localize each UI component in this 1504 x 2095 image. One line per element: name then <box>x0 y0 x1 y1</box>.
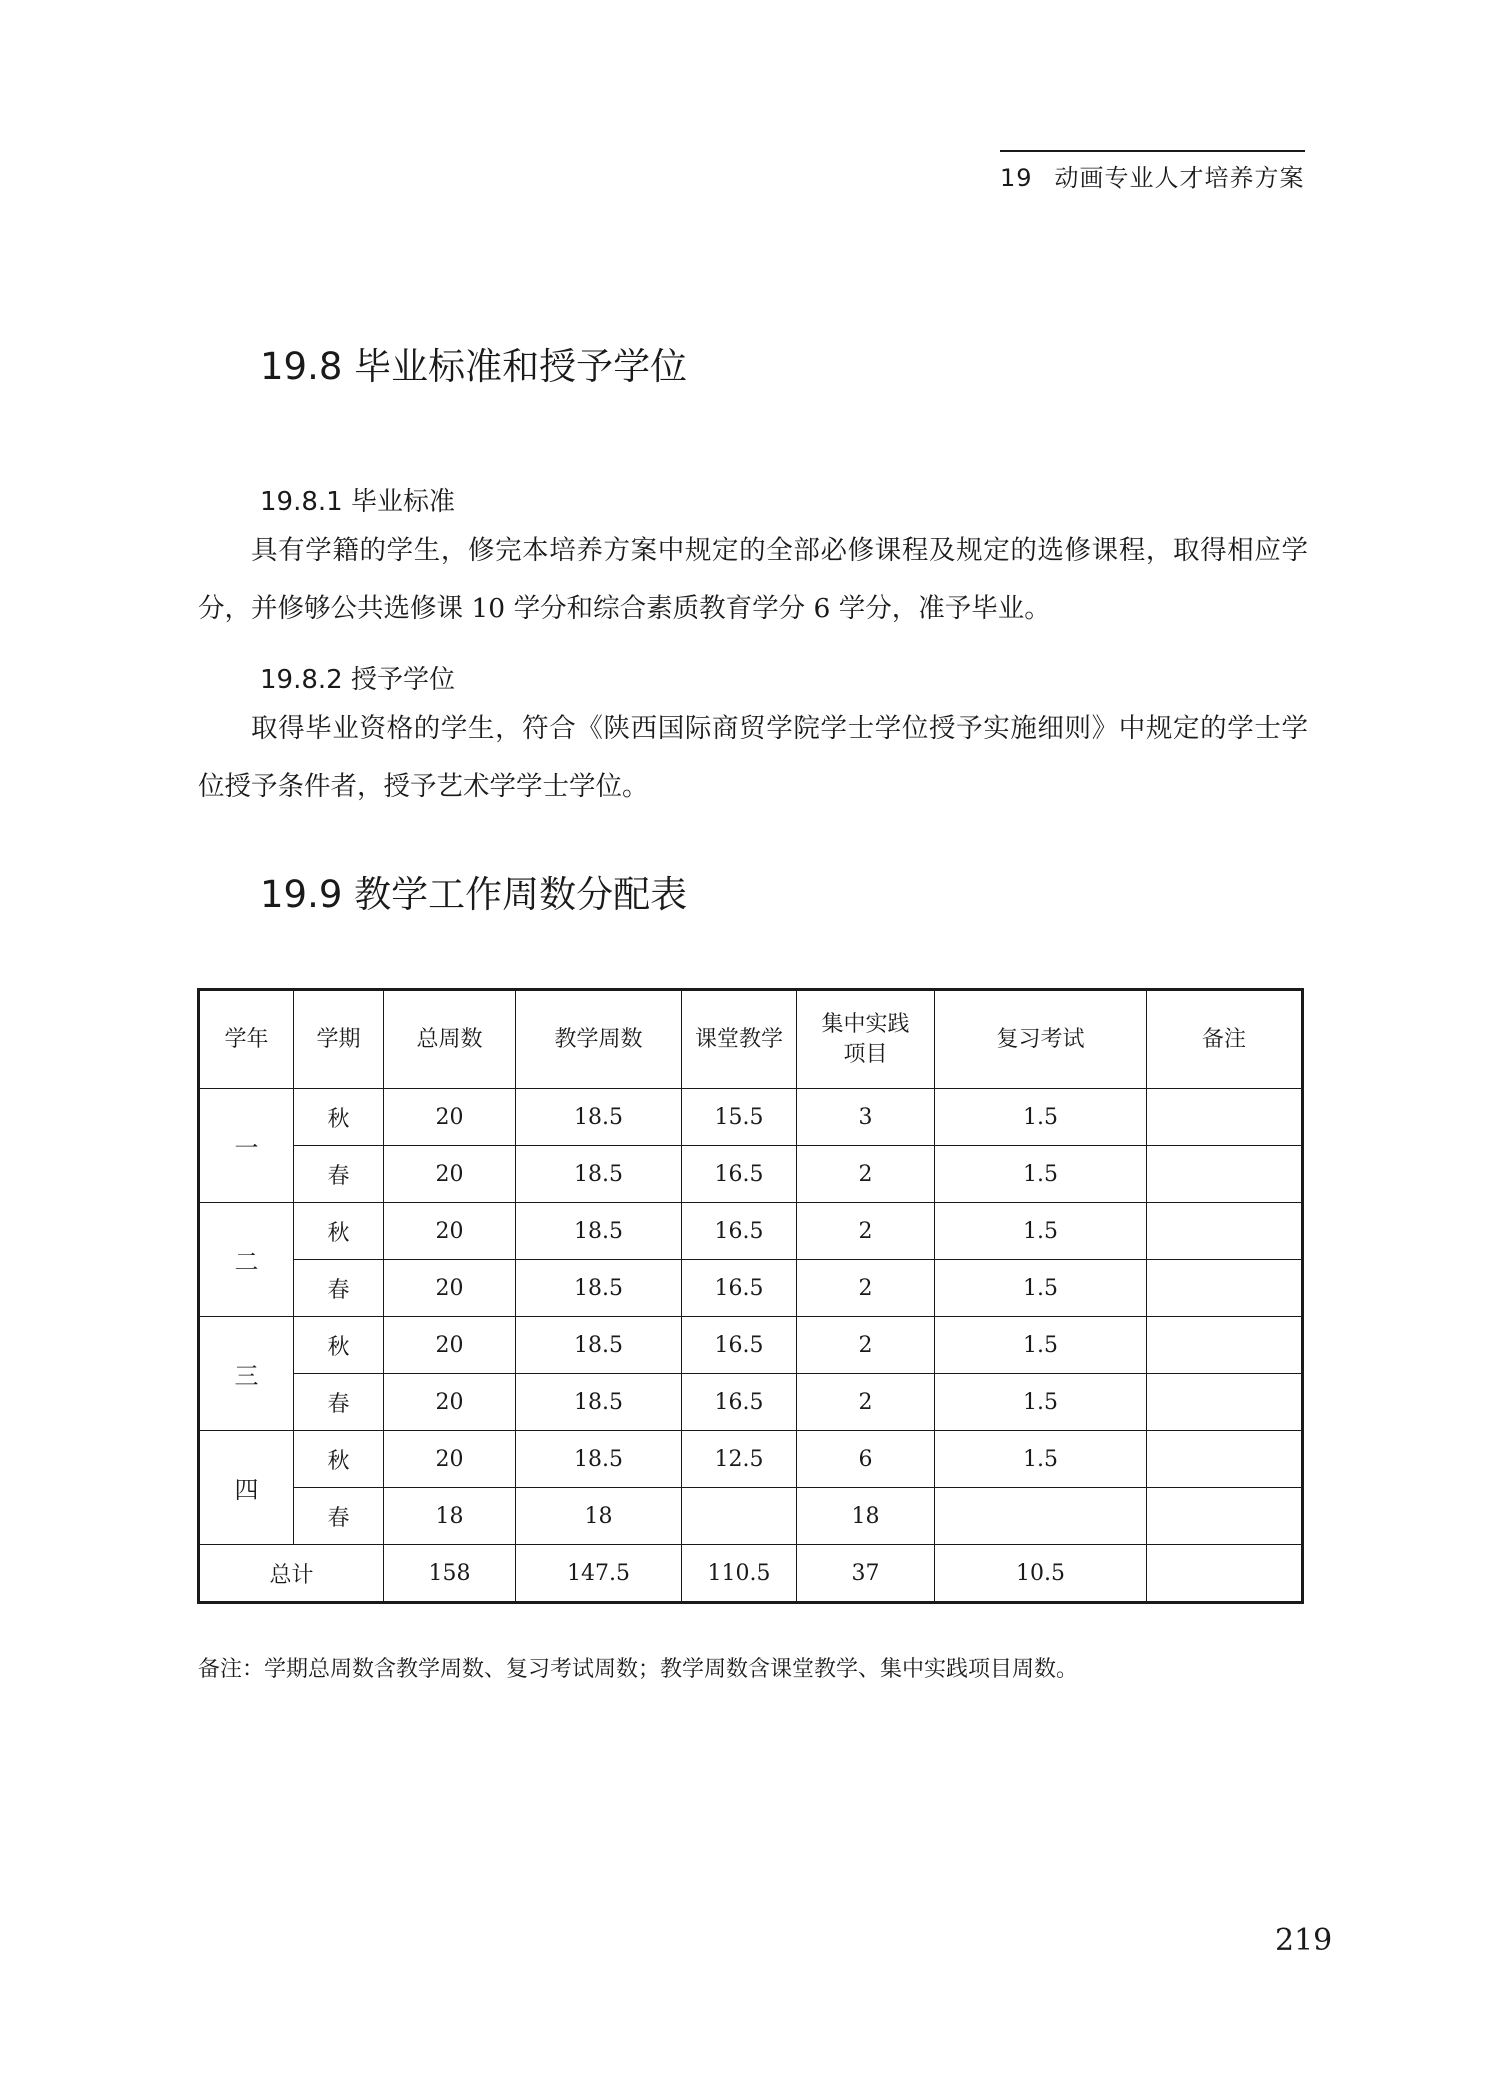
header-practice-line1: 集中实践 <box>821 1011 910 1037</box>
exam-cell: 1.5 <box>935 1317 1147 1374</box>
total-weeks-cell: 20 <box>384 1431 516 1488</box>
degree-award-paragraph: 取得毕业资格的学生，符合《陕西国际商贸学院学士学位授予实施细则》中规定的学士学位授予条件者，授予艺术学学士学位。 <box>198 713 1308 802</box>
table-row <box>199 1260 1303 1317</box>
teaching-weeks-cell: 18.5 <box>516 1203 682 1260</box>
section-title-19-9: 19.9 教学工作周数分配表 <box>260 873 688 916</box>
exam-cell: 1.5 <box>935 1260 1147 1317</box>
term-cell: 秋 <box>294 1203 384 1260</box>
chapter-title: 动画专业人才培养方案 <box>1054 164 1305 192</box>
total-weeks-cell: 20 <box>384 1146 516 1203</box>
exam-cell: 1.5 <box>935 1089 1147 1146</box>
term-cell: 秋 <box>294 1317 384 1374</box>
exam-cell: 1.5 <box>935 1374 1147 1431</box>
remarks-cell <box>1147 1431 1303 1488</box>
table-row <box>199 1203 1303 1260</box>
table-header-row <box>199 990 1303 1089</box>
header-teaching-weeks: 教学周数 <box>516 990 682 1089</box>
total-weeks-cell: 20 <box>384 1089 516 1146</box>
total-weeks-cell: 20 <box>384 1203 516 1260</box>
term-cell: 秋 <box>294 1431 384 1488</box>
classroom-cell: 16.5 <box>682 1317 797 1374</box>
teaching-weeks-sum: 147.5 <box>516 1545 682 1603</box>
total-weeks-sum: 158 <box>384 1545 516 1603</box>
year-cell: 一 <box>199 1089 294 1203</box>
total-weeks-cell: 20 <box>384 1260 516 1317</box>
graduation-standard-paragraph: 具有学籍的学生，修完本培养方案中规定的全部必修课程及规定的选修课程，取得相应学分，并修够公共选修课 10 学分和综合素质教育学分 6 学分，准予毕业。 <box>198 535 1308 624</box>
remarks-cell <box>1147 1089 1303 1146</box>
subsection-title-19-8-1: 19.8.1 毕业标准 <box>260 487 455 517</box>
table-row <box>199 1146 1303 1203</box>
practice-cell: 3 <box>797 1089 935 1146</box>
classroom-cell: 15.5 <box>682 1089 797 1146</box>
table-total-row <box>199 1545 1303 1603</box>
exam-cell <box>935 1488 1147 1545</box>
teaching-weeks-cell: 18.5 <box>516 1260 682 1317</box>
exam-cell: 1.5 <box>935 1203 1147 1260</box>
header-practice-line2: 项目 <box>843 1041 888 1067</box>
table-row <box>199 1317 1303 1374</box>
term-cell: 春 <box>294 1260 384 1317</box>
practice-cell: 2 <box>797 1260 935 1317</box>
exam-cell: 1.5 <box>935 1431 1147 1488</box>
classroom-cell: 16.5 <box>682 1146 797 1203</box>
remarks-cell <box>1147 1203 1303 1260</box>
year-cell: 三 <box>199 1317 294 1431</box>
remarks-cell <box>1147 1488 1303 1545</box>
page-number: 219 <box>1275 1923 1333 1958</box>
chapter-number: 19 <box>1000 164 1033 192</box>
practice-cell: 2 <box>797 1203 935 1260</box>
year-cell: 四 <box>199 1431 294 1545</box>
table-row <box>199 1431 1303 1488</box>
remarks-sum <box>1147 1545 1303 1603</box>
header-review-exam: 复习考试 <box>935 990 1147 1089</box>
remarks-cell <box>1147 1317 1303 1374</box>
total-weeks-cell: 20 <box>384 1317 516 1374</box>
term-cell: 春 <box>294 1488 384 1545</box>
total-label: 总计 <box>199 1545 384 1603</box>
total-weeks-cell: 18 <box>384 1488 516 1545</box>
table-row <box>199 1089 1303 1146</box>
practice-cell: 2 <box>797 1374 935 1431</box>
practice-cell: 2 <box>797 1317 935 1374</box>
header-term: 学期 <box>294 990 384 1089</box>
practice-cell: 2 <box>797 1146 935 1203</box>
header-year: 学年 <box>199 990 294 1089</box>
exam-sum: 10.5 <box>935 1545 1147 1603</box>
header-classroom-teaching: 课堂教学 <box>682 990 797 1089</box>
practice-sum: 37 <box>797 1545 935 1603</box>
remarks-cell <box>1147 1374 1303 1431</box>
total-weeks-cell: 20 <box>384 1374 516 1431</box>
classroom-cell: 16.5 <box>682 1260 797 1317</box>
practice-cell: 18 <box>797 1488 935 1545</box>
year-cell: 二 <box>199 1203 294 1317</box>
table-footnote: 备注：学期总周数含教学周数、复习考试周数；教学周数含课堂教学、集中实践项目周数。 <box>198 1657 1079 1682</box>
section-title-19-8: 19.8 毕业标准和授予学位 <box>260 345 688 388</box>
teaching-weeks-cell: 18 <box>516 1488 682 1545</box>
table-row <box>199 1374 1303 1431</box>
teaching-weeks-cell: 18.5 <box>516 1374 682 1431</box>
term-cell: 秋 <box>294 1089 384 1146</box>
remarks-cell <box>1147 1146 1303 1203</box>
running-header <box>1000 150 1305 193</box>
classroom-cell: 16.5 <box>682 1203 797 1260</box>
header-total-weeks: 总周数 <box>384 990 516 1089</box>
subsection-title-19-8-2: 19.8.2 授予学位 <box>260 665 455 695</box>
teaching-weeks-cell: 18.5 <box>516 1317 682 1374</box>
classroom-cell <box>682 1488 797 1545</box>
classroom-sum: 110.5 <box>682 1545 797 1603</box>
teaching-weeks-cell: 18.5 <box>516 1089 682 1146</box>
table-row <box>199 1488 1303 1545</box>
teaching-weeks-table <box>197 988 1304 1604</box>
practice-cell: 6 <box>797 1431 935 1488</box>
term-cell: 春 <box>294 1146 384 1203</box>
exam-cell: 1.5 <box>935 1146 1147 1203</box>
classroom-cell: 12.5 <box>682 1431 797 1488</box>
header-practice-project <box>797 990 935 1089</box>
teaching-weeks-cell: 18.5 <box>516 1146 682 1203</box>
remarks-cell <box>1147 1260 1303 1317</box>
term-cell: 春 <box>294 1374 384 1431</box>
classroom-cell: 16.5 <box>682 1374 797 1431</box>
teaching-weeks-cell: 18.5 <box>516 1431 682 1488</box>
header-remarks: 备注 <box>1147 990 1303 1089</box>
